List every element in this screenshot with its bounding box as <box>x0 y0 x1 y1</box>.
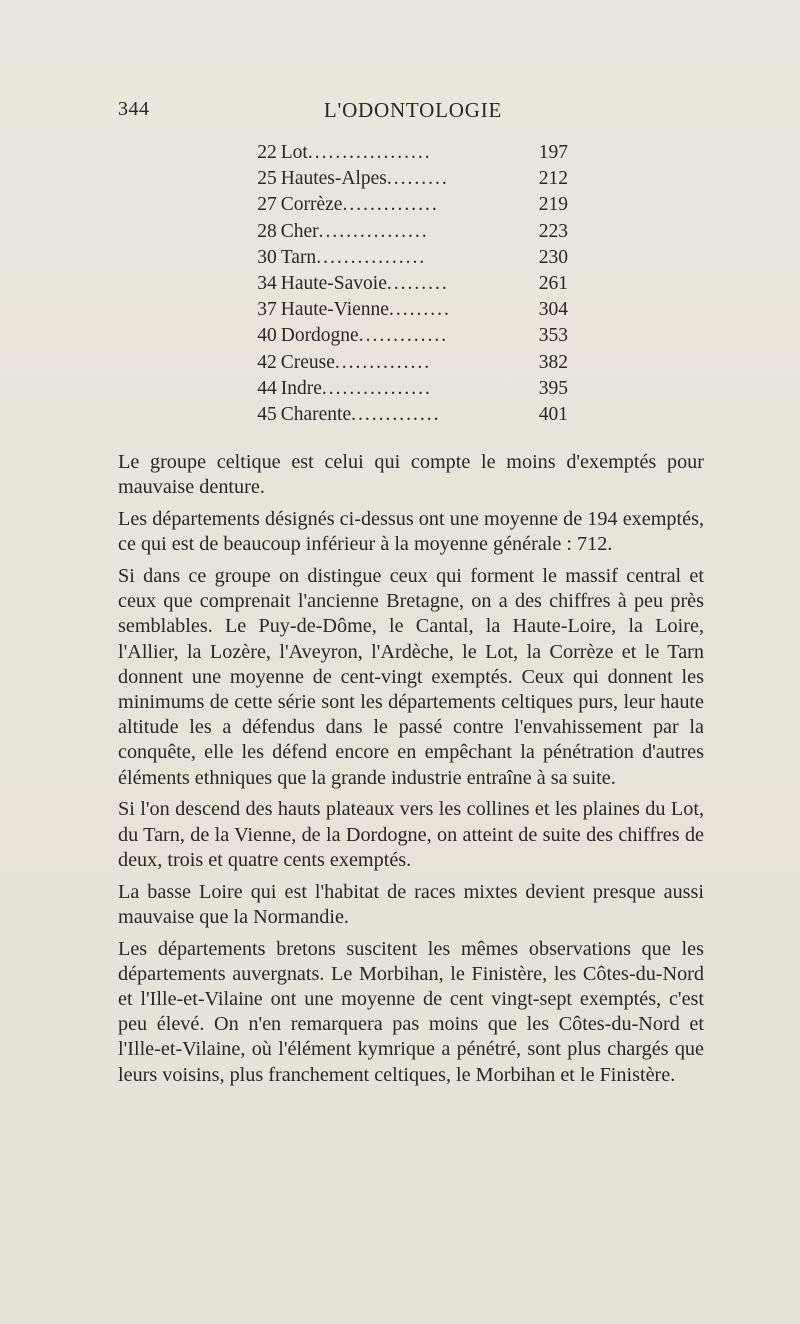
row-department <box>281 323 521 349</box>
body-text <box>118 450 704 1094</box>
dot-leader: .............. <box>342 194 439 216</box>
row-department <box>281 376 521 402</box>
department-name: Creuse <box>280 351 335 373</box>
row-rank: 44 <box>257 377 277 399</box>
row-department <box>281 140 521 166</box>
table-row <box>238 166 568 192</box>
department-name: Dordogne <box>280 325 359 347</box>
dot-leader: ............. <box>358 325 449 347</box>
table-row <box>238 376 568 402</box>
row-exempted-count: 230 <box>538 246 568 268</box>
dot-leader: ................ <box>316 246 427 268</box>
dot-leader: ................ <box>321 377 432 399</box>
row-department <box>281 219 521 245</box>
department-name: Lot <box>280 142 308 163</box>
row-exempted-count: 382 <box>538 351 568 373</box>
table-row <box>238 297 568 323</box>
row-exempted-count: 223 <box>538 220 568 242</box>
row-exempted-count: 197 <box>538 142 568 163</box>
row-department <box>281 192 521 218</box>
department-name: Indre <box>280 377 322 399</box>
row-rank: 30 <box>257 246 277 268</box>
row-department <box>281 402 521 428</box>
table-row <box>238 271 568 297</box>
dot-leader: ......... <box>386 273 449 295</box>
dot-leader: .............. <box>334 351 432 373</box>
paragraph: Si l'on descend des hauts plateaux vers les collines et les plaines du Lot, du Tarn, de la Vienne, de la Dordogne, on atteint de suite des chiffres de deux, trois et quatre cents exemptés. <box>118 798 704 871</box>
table-row <box>238 192 568 218</box>
department-name: Hautes-Alpes <box>280 168 387 190</box>
row-exempted-count: 353 <box>538 325 568 347</box>
table-row <box>238 140 568 166</box>
table-row <box>238 219 568 245</box>
dot-leader: .................. <box>307 142 432 163</box>
dot-leader: ......... <box>388 299 451 321</box>
department-name: Cher <box>280 220 319 242</box>
department-name: Tarn <box>280 246 317 268</box>
running-title: L'ODONTOLOGIE <box>323 98 503 122</box>
row-rank: 40 <box>257 325 277 347</box>
table-row <box>238 323 568 349</box>
paragraph: Les départements bretons suscitent les mêmes observations que les départements auvergnats. Le Morbihan, le Finistère, les Côtes-du-Nord et l'Ille-et-Vilaine ont une moyenne de cent vingt-sept exemptés, c'est peu élevé. On n'en remarquera pas moins que les Côtes-du-Nord et l'Ille-et-Vilaine, où l'élément kymrique a pénétré, sont plus chargés que leurs voisins, plus franchement celtiques, le Morbihan et le Finistère. <box>118 937 704 1086</box>
department-name: Charente <box>280 404 352 426</box>
table-row <box>238 245 568 271</box>
row-rank: 45 <box>257 404 277 426</box>
paragraph: Si dans ce groupe on distingue ceux qui forment le massif central et ceux que comprenait l'ancienne Bretagne, on a des chiffres à peu près semblables. Le Puy-de-Dôme, le Cantal, la Haute-Loire, la Loire, l'Allier, la Lozère, l'Aveyron, l'Ardèche, le Lot, la Corrèze et le Tarn donnent une moyenne de cent-vingt exemptés. Ceux qui donnent les minimums de cette série sont les départements celtiques purs, leur haute altitude les a défendus dans le passé contre l'envahissement par la conquête, elle les défend encore en empêchant la pénétration d'autres éléments ethniques que la grande industrie entraîne à sa suite. <box>118 565 704 789</box>
department-name: Haute-Vienne <box>280 299 389 321</box>
row-exempted-count: 212 <box>538 168 568 190</box>
row-exempted-count: 395 <box>538 377 568 399</box>
row-exempted-count: 304 <box>538 299 568 321</box>
department-table <box>238 140 568 428</box>
department-name: Haute-Savoie <box>280 273 387 295</box>
dot-leader: ............. <box>351 404 441 426</box>
row-department <box>281 271 521 297</box>
department-name: Corrèze <box>280 194 343 216</box>
row-department <box>281 166 521 192</box>
row-rank: 37 <box>257 299 277 321</box>
department-table-body <box>238 140 568 428</box>
row-rank: 28 <box>257 220 277 242</box>
row-rank: 25 <box>257 168 277 190</box>
row-rank: 22 <box>257 142 277 163</box>
row-rank: 42 <box>257 351 277 373</box>
dot-leader: ......... <box>386 168 449 190</box>
paragraph: Les départements désignés ci-dessus ont une moyenne de 194 exemptés, ce qui est de beaucoup inférieur à la moyenne générale : 712. <box>118 508 704 556</box>
row-rank: 27 <box>257 194 277 216</box>
dot-leader: ................ <box>318 220 429 242</box>
paragraph: Le groupe celtique est celui qui compte le moins d'exemptés pour mauvaise denture. <box>118 451 704 499</box>
row-department <box>281 350 521 376</box>
row-rank: 34 <box>257 273 277 295</box>
row-exempted-count: 219 <box>538 194 568 216</box>
row-exempted-count: 401 <box>538 404 568 426</box>
row-exempted-count: 261 <box>538 273 568 295</box>
table-row <box>238 402 568 428</box>
paragraph: La basse Loire qui est l'habitat de races mixtes devient presque aussi mauvaise que la Normandie. <box>118 880 704 928</box>
table-row <box>238 350 568 376</box>
page-number: 344 <box>118 98 150 120</box>
row-department <box>281 297 521 323</box>
row-department <box>281 245 521 271</box>
page-header <box>118 98 708 128</box>
